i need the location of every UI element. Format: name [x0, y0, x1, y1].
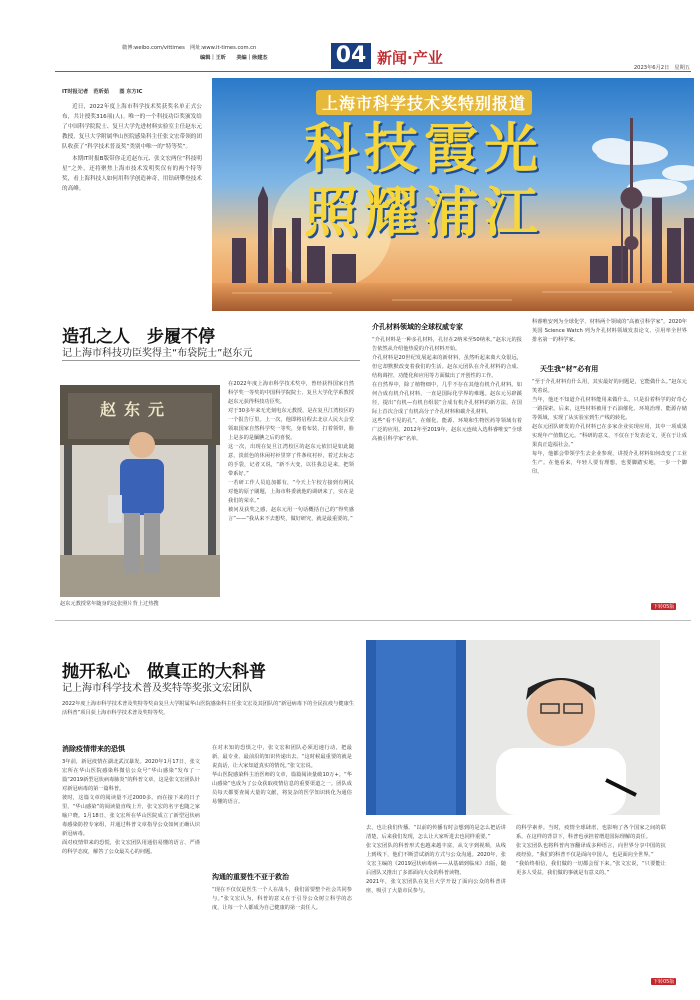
section-divider: [55, 620, 691, 621]
photo-caption-1: 赵东元教授常年随身的这张照片背上过热搜: [60, 601, 159, 607]
header-rule: [55, 71, 691, 72]
masthead: [0, 0, 700, 78]
banner-headline-2: 照耀浦江: [304, 180, 544, 244]
article-2-lead: 2022年度上海市科学技术普及奖特等奖由复旦大学附属华山医院感染科主任张文宏及其团队的“新冠病毒下的全民抗疫与健康生活科普”项目获上海市科学技术普及奖特等奖。: [62, 701, 354, 716]
banner-kicker: 上海市科学技术奖特别报道: [316, 90, 532, 115]
intro-paragraph-1: 近日，2022年度上海市科学技术奖获奖名单正式公布，共计授奖316项(人)。唯一的一个科技功臣奖颁发给了中国科学院院士、复旦大学先进材料实验室主任赵东元教授，复旦大学附属华山医院感染科主任张文宏带领的团队收获了“科学技术普及奖”类别中唯一的“特等奖”。: [62, 104, 202, 151]
article-2-column-4: 的科学素养。当时，疫情全球肆虐，也影响了各个国家之间的联系。在这样的背景下，科普也承担着增进国际理解的责任。 张文宏团队也将科普内容翻译成多种语言，向世界分享中国的抗疫经验。“我们的科普不仅是面向中国人，也是面向全世界。” “我始终相信，我们做的一切都会留下来。”张文宏说，“只要能让更多人受益，我们做的事就是有意义的。”: [516, 825, 666, 876]
turn-to-page-1: 下转05版: [653, 604, 675, 610]
article-1-column-3b: “至于介孔材料有什么用，其实最好的问题是，它能做什么。”赵东元笑着说。 当年，他还不知道介孔材料能用来做什么，只是沿着科学的好奇心一路探索。后来，这些材料被用于石油催化、环境治理、能源存储等领域，实现了从实验室到生产线的转化。 赵东元团队研发的介孔材料已在多家企业实现应用，其中一项成果实现年产值数亿元。“科研的意义，不仅在于发表论文，更在于让成果真正造福社会。” 每年，他都会带领学生去企业参观，讲授介孔材料如何改变了工业生产。在他看来，年轻人要有理想，也要脚踏实地，一步一个脚印。: [532, 379, 687, 475]
article-1-subhead-1: 介孔材料领域的全球权威专家: [372, 323, 463, 331]
article-2-subtitle: 记上海市科学技术普及奖特等奖张文宏团队: [62, 683, 252, 694]
building-sign: 赵东元: [100, 400, 173, 419]
banner-headline-1: 科技霞光: [304, 116, 544, 180]
issue-date: 2023年6月2日 星期五: [633, 65, 690, 71]
staff-line: 编辑｜王昕 美编｜徐建杰: [200, 55, 268, 61]
article-2-column-1: 3年前，新冠疫情在湖北武汉暴发。2020年1月17日，张文宏所在华山医院感染科微信公众号“华山感染”发布了一篇“2019新型冠状病毒肺炎”的科普文章，这是张文宏团队针对新冠病毒的第一篇科普。 彼时，这篇文章的阅读量不过2000多。而在接下来的日子里，“华山感染”的阅读量直线上升，张文宏的名字也随之家喻户晓。1月18日，张文宏所在华山医院成立了新型冠状病毒感染防控专家组，并通过科普文章指导公众如何正确认识新冠病毒。 面对疫情带来的恐慌，张文宏团队用通俗易懂的语言、严谨的科学态度，解答了公众最关心的问题。: [62, 759, 200, 855]
article-1-subtitle: 记上海市科技功臣奖得主“布袋院士”赵东元: [62, 348, 253, 359]
article-1-title-rule: [62, 360, 360, 361]
turn-to-page-2: 下转05版: [653, 979, 675, 985]
article-2-subhead-2: 沟通的重要性不亚于救治: [212, 873, 289, 881]
weibo-web: 微博:weibo.com/vittimes 网址:www.it-times.com.cn: [122, 45, 257, 51]
article-2-subhead-1: 消除疫情带来的恐惧: [62, 745, 125, 753]
article-2-title: 抛开私心 做真正的大科普: [62, 662, 266, 682]
banner-image: [212, 78, 694, 311]
article-1-subhead-2: 天生我“材”必有用: [540, 365, 599, 373]
article-2-column-2a: 在对未知的恐惧之中，张文宏和团队必须迅速行动，把最新、最专业、最前沿的知识传递出去。“这时候最重要的就是说真话，让大家知道真实的情况。”张文宏说。 华山医院感染科主治医师的文章，篇篇阅读量破10万+。“华山感染”也成为了公众获取疫情信息的重要渠道之一。团队成员每天都要查阅大量的文献，将复杂的医学知识转化为通俗易懂的语言。: [212, 745, 352, 805]
article-1-column-3a: 科睿唯安列为全球化学、材料两个领域的“高被引科学家”。2020年英国 Science Watch 列为介孔材料领域发表论文、引用率全世界排名第一的科学家。: [532, 319, 687, 343]
article-2-column-2b: “现在不仅仅是医生一个人在战斗，我们需要整个社会共同参与。”张文宏认为，科普的意义在于引导公众树立科学的态度，让每一个人都成为自己健康的第一责任人。: [212, 887, 352, 911]
page-number: 04: [331, 43, 371, 69]
article-1-title: 造孔之人 步履不停: [62, 327, 215, 347]
section-name: 新闻·产业: [377, 49, 443, 67]
intro-block: [62, 88, 202, 310]
article-1-lead: 在2022年度上海市科学技术奖中，曾经获得国家自然科学奖一等奖的中国科学院院士、复旦大学化学系教授赵东元获得科技功臣奖。 对于30多年来无光刻电东元教授，是在复旦江湾校区的一个报告厅里。上一次，他即将启程去北京人民大会堂领取国家自然科学奖一等奖，身着布装，打着领带，脸上是多的是腼腆之后的喜悦。 这一次，出现在复旦江湾校区的赵东元依旧是如此随意，淡蓝色的休闲衬衫里穿了件条纹衬衫，着过去标志的手袋，记者又说，“新不大变，以往我总是来，把领带系好。” 一若研工作人员追加都有，“今天上午校方接到有网民对他的原子刷题，上海市科委就他的调研来了，实在是我们的荣幸。” 被问及获奖之感，赵东元用一句话概括自己的“得奖感言”——“我从来不去想奖，做好研究，就是最重要的。”: [228, 381, 354, 522]
zhang-wenhong-photo: [366, 640, 660, 815]
article-1-column-2: “介孔材料是一种多孔材料，孔径在2纳米至50纳米。”赵东元的报告依然从介绍他热爱的介孔材料开始。 介孔材料是20世纪发展起来的新材料，虽然听起来离大众很远，但它却默默改变着我们的生活。赵东元团队在介孔材料的合成、结构调控、功能化和应用等方面做出了开创性的工作。 在自然界中，除了植物细中，几乎不存在其他有机介孔材料。如何合成有机介孔材料，一直是国际化学界的难题。赵东元另辟蹊径，提出“有机—有机自组装”合成有机介孔材料的新方法，在国际上首次合成了有机高分子介孔材料和碳介孔材料。 这些“看不见的孔”，在催化、能源、环境和生物医药等领域有着广泛的应用。2012年至2019年，赵东元连续入选科睿唯安“全球高被引科学家”名单。: [372, 337, 522, 442]
zhao-dongyuan-photo: [60, 385, 220, 597]
intro-paragraph-2: 本期IT时报B版带你走近赵东元、张文宏两位“科技明星”之外，还将聚焦上海市技术发明奖仅有的两个特等奖，看上海科技人如何用科学创造神奇，用钻研攀登技术的高峰。: [62, 156, 202, 193]
article-2-column-3: 去，也让我们传播。“以前的传播有时会想到的是怎么把话讲清楚，后来我们发现，怎么让大家听进去也同样重要。” 张文宏团队的科普形式也越来越丰富，从文字到视频，从线上到线下，他们不断尝试新的方式与公众沟通。2020年，张文宏主编的《2019冠状病毒病——从基础到临床》出版，随后团队又推出了多部面向大众的科普读物。 2021年，张文宏团队在复旦大学开设了面向公众的科普讲座，吸引了大量市民参与。: [366, 825, 506, 894]
intro-byline: IT时报记者 范昕茹 图 东方IC: [62, 89, 143, 95]
